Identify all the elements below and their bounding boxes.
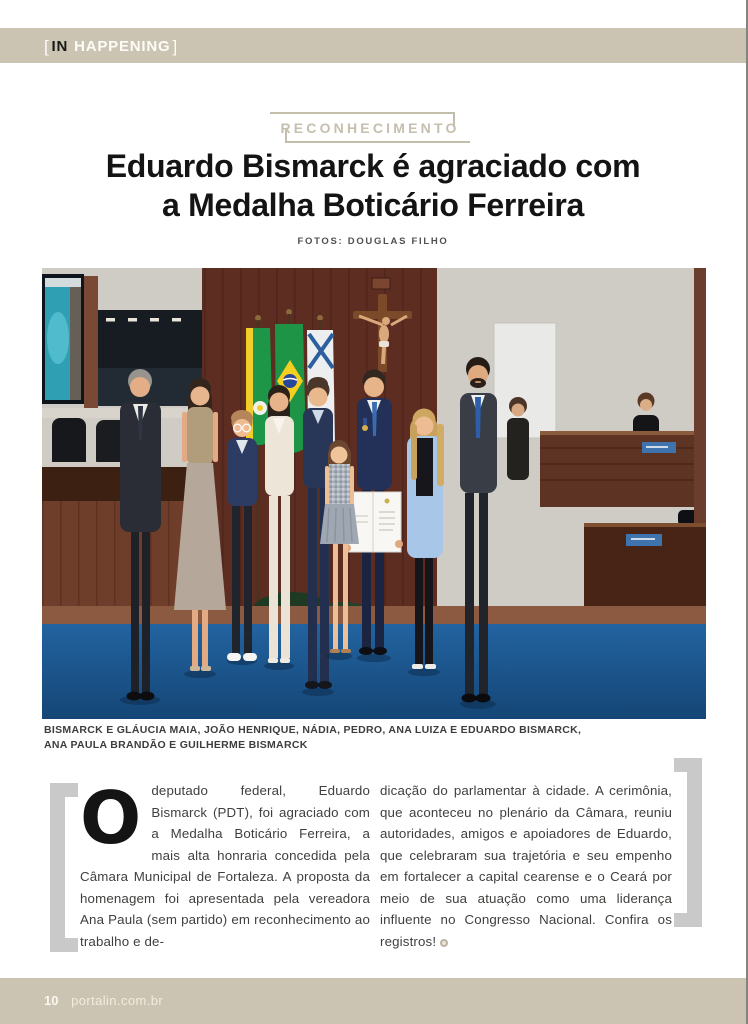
end-mark-icon <box>440 939 448 947</box>
article-column-1 <box>80 776 370 952</box>
caption-line2: ANA PAULA BRANDÃO E GUILHERME BISMARCK <box>44 739 308 751</box>
section-band <box>0 28 746 63</box>
website-url: portalin.com.br <box>71 993 164 1008</box>
photo-caption <box>44 723 664 753</box>
open-bracket-glyph: [ <box>44 37 50 56</box>
page-title <box>0 147 746 225</box>
kicker-label: RECONHECIMENTO <box>280 120 460 136</box>
left-bracket-arm-top <box>65 783 78 797</box>
headline-line2: a Medalha Boticário Ferreira <box>162 187 584 223</box>
headline-line1: Eduardo Bismarck é agraciado com <box>105 148 641 184</box>
left-bracket-arm-bottom <box>65 938 78 952</box>
drop-cap: O <box>80 776 142 860</box>
brand-in: IN <box>51 38 69 55</box>
right-bracket-arm-top <box>674 758 687 772</box>
ceremony-photo <box>42 268 706 719</box>
left-bracket-decoration <box>50 783 65 952</box>
background-person <box>507 397 529 480</box>
footer-band <box>0 978 746 1024</box>
rostrum-desk <box>540 435 706 507</box>
column2-text: dicação do parlamentar à cidade. A cerimônia, que aconteceu no plenário da Câmara, reuniu autoridades, amigos e apoiadores de Eduardo, que celebraram sua trajetória e seu empenho em fortalecer a capital cearense e o Ceará por meio de sua atuação como uma liderança influente no Congresso Nacional. Confira os registros! <box>380 783 672 949</box>
right-bracket-arm-bottom <box>674 913 687 927</box>
right-bracket-decoration <box>687 758 702 927</box>
photo-credit: FOTOS: DOUGLAS FILHO <box>297 236 449 247</box>
brand-happening: HAPPENING <box>74 38 171 55</box>
caption-line1: BISMARCK E GLÁUCIA MAIA, JOÃO HENRIQUE, NÁDIA, PEDRO, ANA LUIZA E EDUARDO BISMARCK, <box>44 724 582 736</box>
wood-floor <box>42 606 706 626</box>
section-brand <box>44 28 178 64</box>
article-column-2 <box>380 780 672 952</box>
close-bracket-glyph: ] <box>172 37 179 56</box>
page-number: 10 <box>44 993 59 1008</box>
kicker-badge <box>270 112 470 143</box>
column1-text: deputado federal, Eduardo Bismarck (PDT), foi agraciado com a Medalha Boticário Ferreira, a mais alta honraria concedida pela Câmara Municipal de Fortaleza. A proposta da homenagem foi apresentada pela vereadora Ana Paula (sem partido) em reconhecimento ao trabalho e de- <box>80 783 370 949</box>
